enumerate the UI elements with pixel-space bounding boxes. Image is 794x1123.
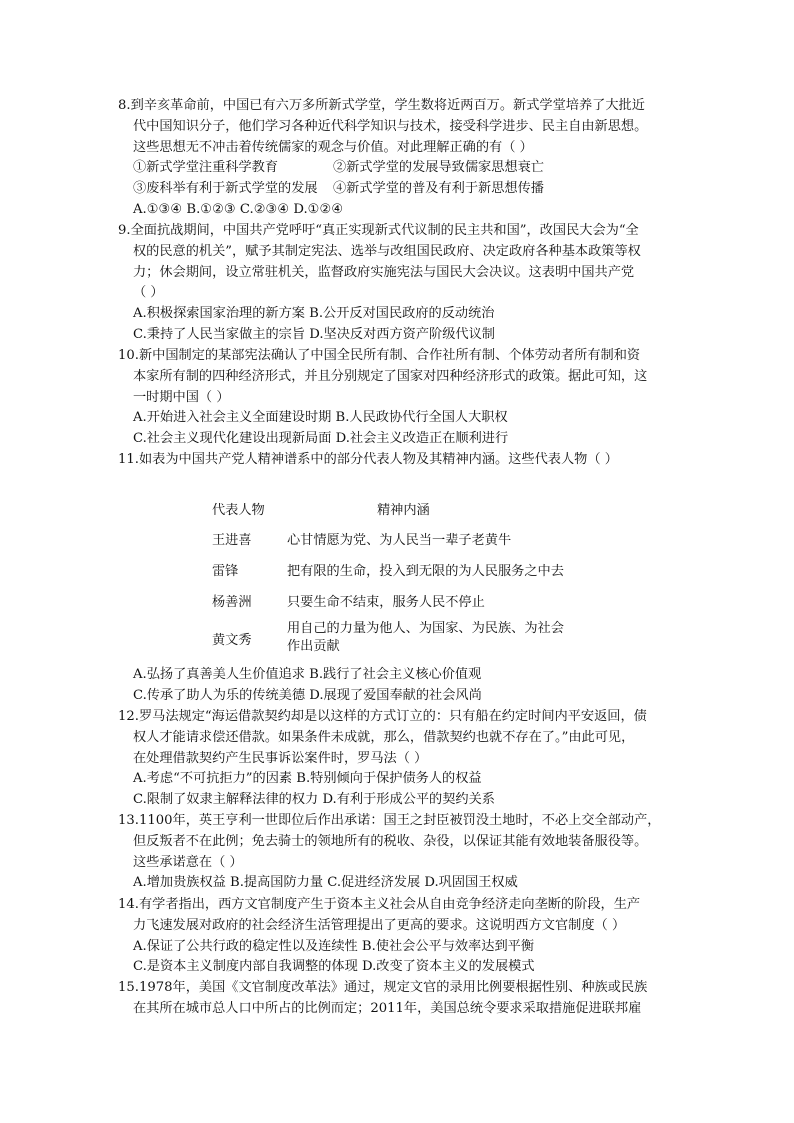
q11-header-person: 代表人物 [212, 502, 265, 518]
table-row [200, 523, 687, 554]
q9-options-1: A.积极探索国家治理的新方案 B.公开反对国民政府的反动统治 [133, 306, 495, 322]
q15-stem-line-2: 在其所在城市总人口中所占的比例而定；2011年，美国总统令要求采取措施促进联邦雇 [133, 1000, 642, 1016]
q13-stem-line-3: 这些承诺意在（ ） [133, 854, 243, 870]
q9-stem-line-1: 9.全面抗战期间，中国共产党呼吁“真正实现新式代议制的民主共和国”，改国民大会为“全 [118, 223, 639, 238]
q12-options-1: A.考虑“不可抗拒力”的因素 B.特别倾向于保护债务人的权益 [133, 771, 482, 787]
q13-stem-line-2: 但反叛者不在此例；免去骑士的领地所有的税收、杂役，以保证其能有效地装备服役等。 [133, 833, 648, 849]
q8-stem-line-2: 代中国知识分子，他们学习各种近代科学知识与技术，接受科学进步、民主自由新思想。 [133, 118, 648, 134]
q11-row-2-desc: 把有限的生命，投入到无限的为人民服务之中去 [287, 564, 564, 579]
q11-stem: 11.如表为中国共产党人精神谱系中的部分代表人物及其精神内涵。这些代表人物（ ） [118, 452, 618, 467]
question-12 [118, 707, 684, 811]
q8-stem-line-3: 这些思想无不冲击着传统儒家的观念与价值。对此理解正确的有（ ） [133, 139, 533, 155]
q10-options-2: C.社会主义现代化建设出现新局面 D.社会主义改造正在顺利进行 [133, 431, 509, 447]
q8-statement-4: ④新式学堂的普及有利于新思想传播 [333, 181, 544, 197]
table-row [200, 585, 687, 616]
q13-stem-line-1: 13.1100年，英王亨利一世即位后作出承诺：国王之封臣被罚没土地时，不必上交全部动产， [118, 813, 661, 828]
question-15 [118, 978, 684, 1020]
q13-options-1: A.增加贵族权益 B.提高国防力量 C.促进经济发展 D.巩固国王权威 [133, 875, 518, 891]
q8-statements-row-2 [118, 179, 684, 200]
q8-options: A.①③④ B.①②③ C.②③④ D.①②④ [133, 201, 344, 217]
q11-row-3-desc: 只要生命不结束，服务人民不停止 [287, 595, 485, 610]
q10-options-1: A.开始进入社会主义全面建设时期 B.人民政协代行全国人大职权 [133, 410, 508, 426]
q8-statements-row-1 [118, 158, 684, 179]
q8-stem-line-1: 8.到辛亥革命前，中国已有六万多所新式学堂，学生数将近两百万。新式学堂培养了大批近 [118, 98, 645, 113]
q11-table-header [200, 493, 687, 523]
question-10 [118, 346, 684, 450]
q12-stem-line-3: 在处理借款契约产生民事诉讼案件时，罗马法（ ） [133, 750, 428, 766]
q11-header-spirit: 精神内涵 [377, 502, 430, 518]
q9-stem-line-2: 权的民意的机关”，赋予其制定宪法、选举与改组国民政府、决定政府各种基本政策等权 [133, 243, 641, 259]
question-8 [118, 96, 684, 221]
q8-statement-1: ①新式学堂注重科学教育 [133, 160, 279, 176]
q11-options-2: C.传承了助人为乐的传统美德 D.展现了爱国奉献的社会风尚 [133, 687, 482, 703]
q9-options-2: C.秉持了人民当家做主的宗旨 D.坚决反对西方资产阶级代议制 [133, 326, 495, 342]
q14-options-2: C.是资本主义制度内部自我调整的体现 D.改变了资本主义的发展模式 [133, 959, 535, 975]
q14-stem-line-1: 14.有学者指出，西方文官制度产生于资本主义社会从自由竞争经济走向垄断的阶段，生产 [118, 897, 641, 912]
q12-stem-line-1: 12.罗马法规定“海运借款契约却是以这样的方式订立的：只有船在约定时间内平安返回，债 [118, 709, 647, 724]
q15-stem-line-1: 15.1978年，美国《文官制度改革法》通过，规定文官的录用比例要根据性别、种族或民族 [118, 980, 648, 995]
q11-row-4-desc-line-1: 用自己的力量为他人、为国家、为民族、为社会 [287, 621, 564, 636]
q11-row-4-desc-line-2: 作出贡献 [287, 639, 340, 654]
table-row [200, 616, 687, 660]
q12-options-2: C.限制了奴隶主解释法律的权力 D.有利于形成公平的契约关系 [133, 792, 495, 808]
q11-options-1: A.弘扬了真善美人生价值追求 B.践行了社会主义核心价值观 [133, 667, 482, 682]
q10-stem-line-1: 10.新中国制定的某部宪法确认了中国全民所有制、合作社所有制、个体劳动者所有制和资 [118, 348, 641, 363]
q11-table [200, 493, 687, 660]
q14-stem-line-2: 力飞速发展对政府的社会经济生活管理提出了更高的要求。这说明西方文官制度（ ） [133, 917, 626, 933]
q8-statement-2: ②新式学堂的发展导致儒家思想衰亡 [333, 160, 544, 176]
q11-row-3-name: 杨善洲 [212, 595, 252, 610]
q8-statement-3: ③废科举有利于新式学堂的发展 [133, 181, 318, 197]
q12-stem-line-2: 权人才能请求偿还借款。如果条件未成就，那么，借款契约也就不存在了。”由此可见， [133, 729, 635, 745]
q14-options-1: A.保证了公共行政的稳定性以及连续性 B.使社会公平与效率达到平衡 [133, 938, 535, 954]
q11-row-4-name: 黄文秀 [212, 632, 252, 648]
q11-row-1-desc: 心甘情愿为党、为人民当一辈子老黄牛 [287, 533, 512, 548]
q11-row-4-desc [287, 616, 687, 660]
question-11 [118, 450, 684, 471]
question-13 [118, 811, 684, 894]
q11-row-2-name: 雷锋 [212, 564, 239, 579]
q10-stem-line-2: 本家所有制的四种经济形式，并且分别规定了国家对四种经济形式的政策。据此可知，这 [133, 368, 648, 384]
question-11-options [118, 665, 684, 707]
q9-stem-line-4: （ ） [133, 285, 164, 301]
question-9 [118, 221, 684, 346]
table-row [200, 554, 687, 585]
q11-row-1-name: 王进喜 [212, 533, 252, 548]
q10-stem-line-3: 一时期中国（ ） [133, 389, 230, 405]
q9-stem-line-3: 力；休会期间，设立常驻机关，监督政府实施宪法与国民大会决议。这表明中国共产党 [133, 264, 635, 280]
question-14 [118, 895, 684, 978]
